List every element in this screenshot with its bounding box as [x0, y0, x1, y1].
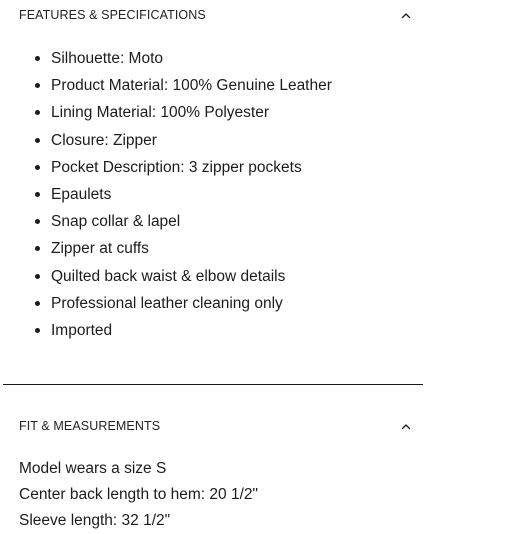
feature-text: Zipper at cuffs [51, 240, 149, 258]
list-item [51, 317, 332, 344]
section-divider [3, 384, 423, 385]
features-accordion-header[interactable] [19, 5, 411, 25]
fit-line: Model wears a size S [19, 460, 167, 477]
feature-text: Epaulets [51, 185, 112, 203]
fit-details [19, 456, 258, 534]
list-item [51, 235, 332, 262]
bullet-icon [35, 246, 40, 251]
features-list [0, 45, 332, 344]
bullet-icon [35, 328, 40, 333]
fit-line: Center back length to hem: 20 1/2" [19, 486, 259, 503]
feature-text: Quilted back waist & elbow details [51, 267, 286, 285]
fit-title: FIT & MEASUREMENTS [19, 419, 161, 433]
bullet-icon [35, 110, 40, 115]
list-item [51, 154, 332, 181]
feature-text: Product Material: 100% Genuine Leather [51, 77, 332, 95]
chevron-up-icon[interactable] [401, 421, 411, 431]
list-item [51, 127, 332, 154]
feature-text: Snap collar & lapel [51, 213, 181, 231]
list-item [51, 263, 332, 290]
feature-text: Professional leather cleaning only [51, 294, 283, 312]
bullet-icon [35, 219, 40, 224]
bullet-icon [35, 301, 40, 306]
feature-text: Silhouette: Moto [51, 50, 164, 67]
bullet-icon [35, 274, 40, 279]
list-item [51, 181, 332, 208]
feature-text: Lining Material: 100% Polyester [51, 104, 269, 122]
list-item [51, 99, 332, 126]
list-item [51, 72, 332, 99]
list-item [51, 290, 332, 317]
list-item [51, 208, 332, 235]
bullet-icon [35, 56, 40, 61]
bullet-icon [35, 192, 40, 197]
list-item [51, 45, 332, 72]
chevron-up-icon[interactable] [401, 10, 411, 20]
bullet-icon [35, 165, 40, 170]
feature-text: Closure: Zipper [51, 131, 157, 149]
features-title: FEATURES & SPECIFICATIONS [19, 8, 206, 22]
fit-line: Sleeve length: 32 1/2" [19, 512, 171, 529]
bullet-icon [35, 138, 40, 143]
fit-accordion-header[interactable] [19, 416, 411, 436]
bullet-icon [35, 83, 40, 88]
feature-text: Pocket Description: 3 zipper pockets [51, 158, 302, 176]
feature-text: Imported [51, 321, 113, 339]
